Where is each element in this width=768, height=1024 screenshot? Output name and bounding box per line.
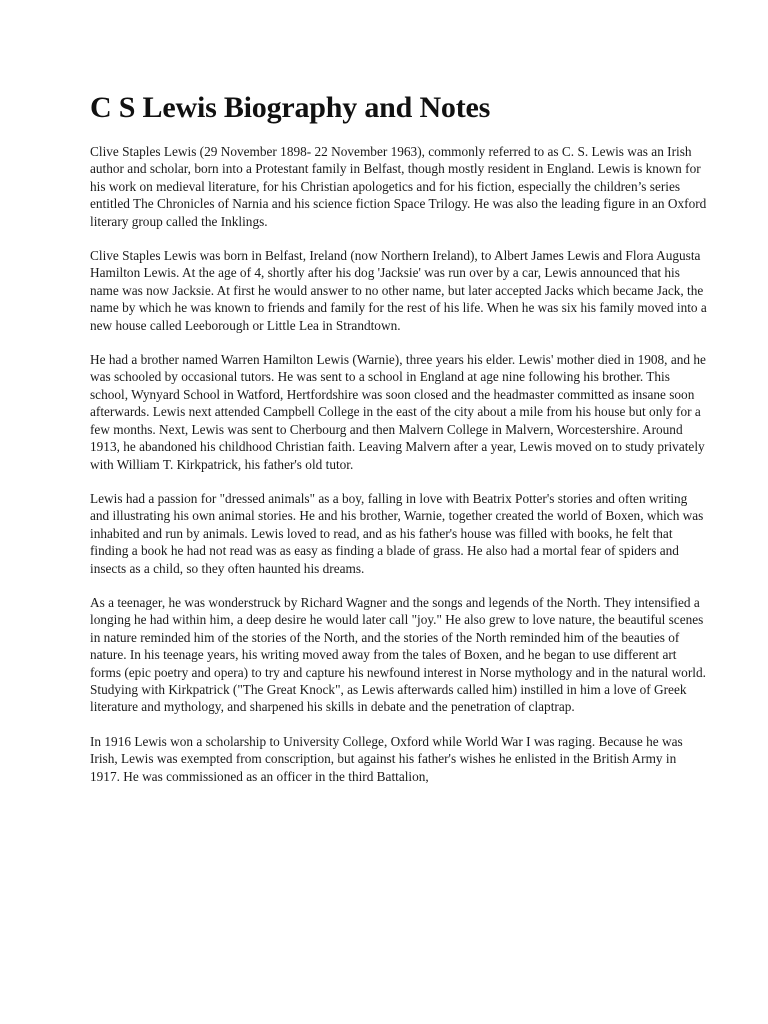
document-title: C S Lewis Biography and Notes: [90, 91, 491, 124]
paragraph-teenage-years: As a teenager, he was wonderstruck by Richard Wagner and the songs and legends of the North. They intensified a longing he had within him, a deep desire he would later call "joy." He also grew to love nature, the beautiful scenes in nature reminded him of the stories of the North, and the stories of the North reminded him of the beauties of nature. In his teenage years, his writing moved away from the tales of Boxen, and he began to use different art forms (epic poetry and opera) to try and capture his newfound interest in Norse mythology and in the natural world. Studying with Kirkpatrick ("The Great Knock", as Lewis afterwards called him) instilled in him a love of Greek literature and mythology, and sharpened his skills in debate and the penetration of claptrap.: [90, 594, 706, 715]
paragraph-intro: Clive Staples Lewis (29 November 1898- 22 November 1963), commonly referred to as C. S. Lewis was an Irish author and scholar, born into a Protestant family in Belfast, though mostly resident in England. Lewis is known for his work on medieval literature, for his Christian apologetics and for his fiction, especially the children’s series entitled The Chronicles of Narnia and his science fiction Space Trilogy. He was also the leading figure in an Oxford literary group called the Inklings.: [90, 144, 707, 229]
document-page: [90, 90, 708, 802]
paragraph-oxford-and-war: In 1916 Lewis won a scholarship to University College, Oxford while World War I was raging. Because he was Irish, Lewis was exempted from conscription, but against his father's wishes he enlisted in the British Army in 1917. He was commissioned as an officer in the third Battalion,: [90, 733, 683, 784]
paragraph-schooling: He had a brother named Warren Hamilton Lewis (Warnie), three years his elder. Lewis' mother died in 1908, and he was schooled by occasional tutors. He was sent to a school in England at age nine following his brother. This school, Wynyard School in Watford, Hertfordshire was soon closed and the headmaster committed as insane soon afterwards. Lewis next attended Campbell College in the east of the city about a mile from his house but only for a few months. Next, Lewis was sent to Cherbourg and then Malvern College in Malvern, Worcestershire. Around 1913, he abandoned his childhood Christian faith. Leaving Malvern after a year, Lewis moved on to study privately with William T. Kirkpatrick, his father's old tutor.: [90, 352, 706, 472]
paragraph-birth: Clive Staples Lewis was born in Belfast, Ireland (now Northern Ireland), to Albert James Lewis and Flora Augusta Hamilton Lewis. At the age of 4, shortly after his dog 'Jacksie' was run over by a car, Lewis announced that his name was now Jacksie. At first he would answer to no other name, but later accepted Jacks which became Jack, the name by which he was known to friends and family for the rest of his life. When he was six his family moved into a new house called Leeborough or Little Lea in Strandtown.: [90, 248, 707, 333]
paragraph-childhood-interests: Lewis had a passion for "dressed animals" as a boy, falling in love with Beatrix Potter's stories and often writing and illustrating his own animal stories. He and his brother, Warnie, together created the world of Boxen, which was inhabited and run by animals. Lewis loved to read, and as his father's house was filled with books, he felt that finding a book he had not read was as easy as finding a blade of grass. He also had a mortal fear of spiders and insects as a child, so they often haunted his dreams.: [90, 490, 704, 576]
